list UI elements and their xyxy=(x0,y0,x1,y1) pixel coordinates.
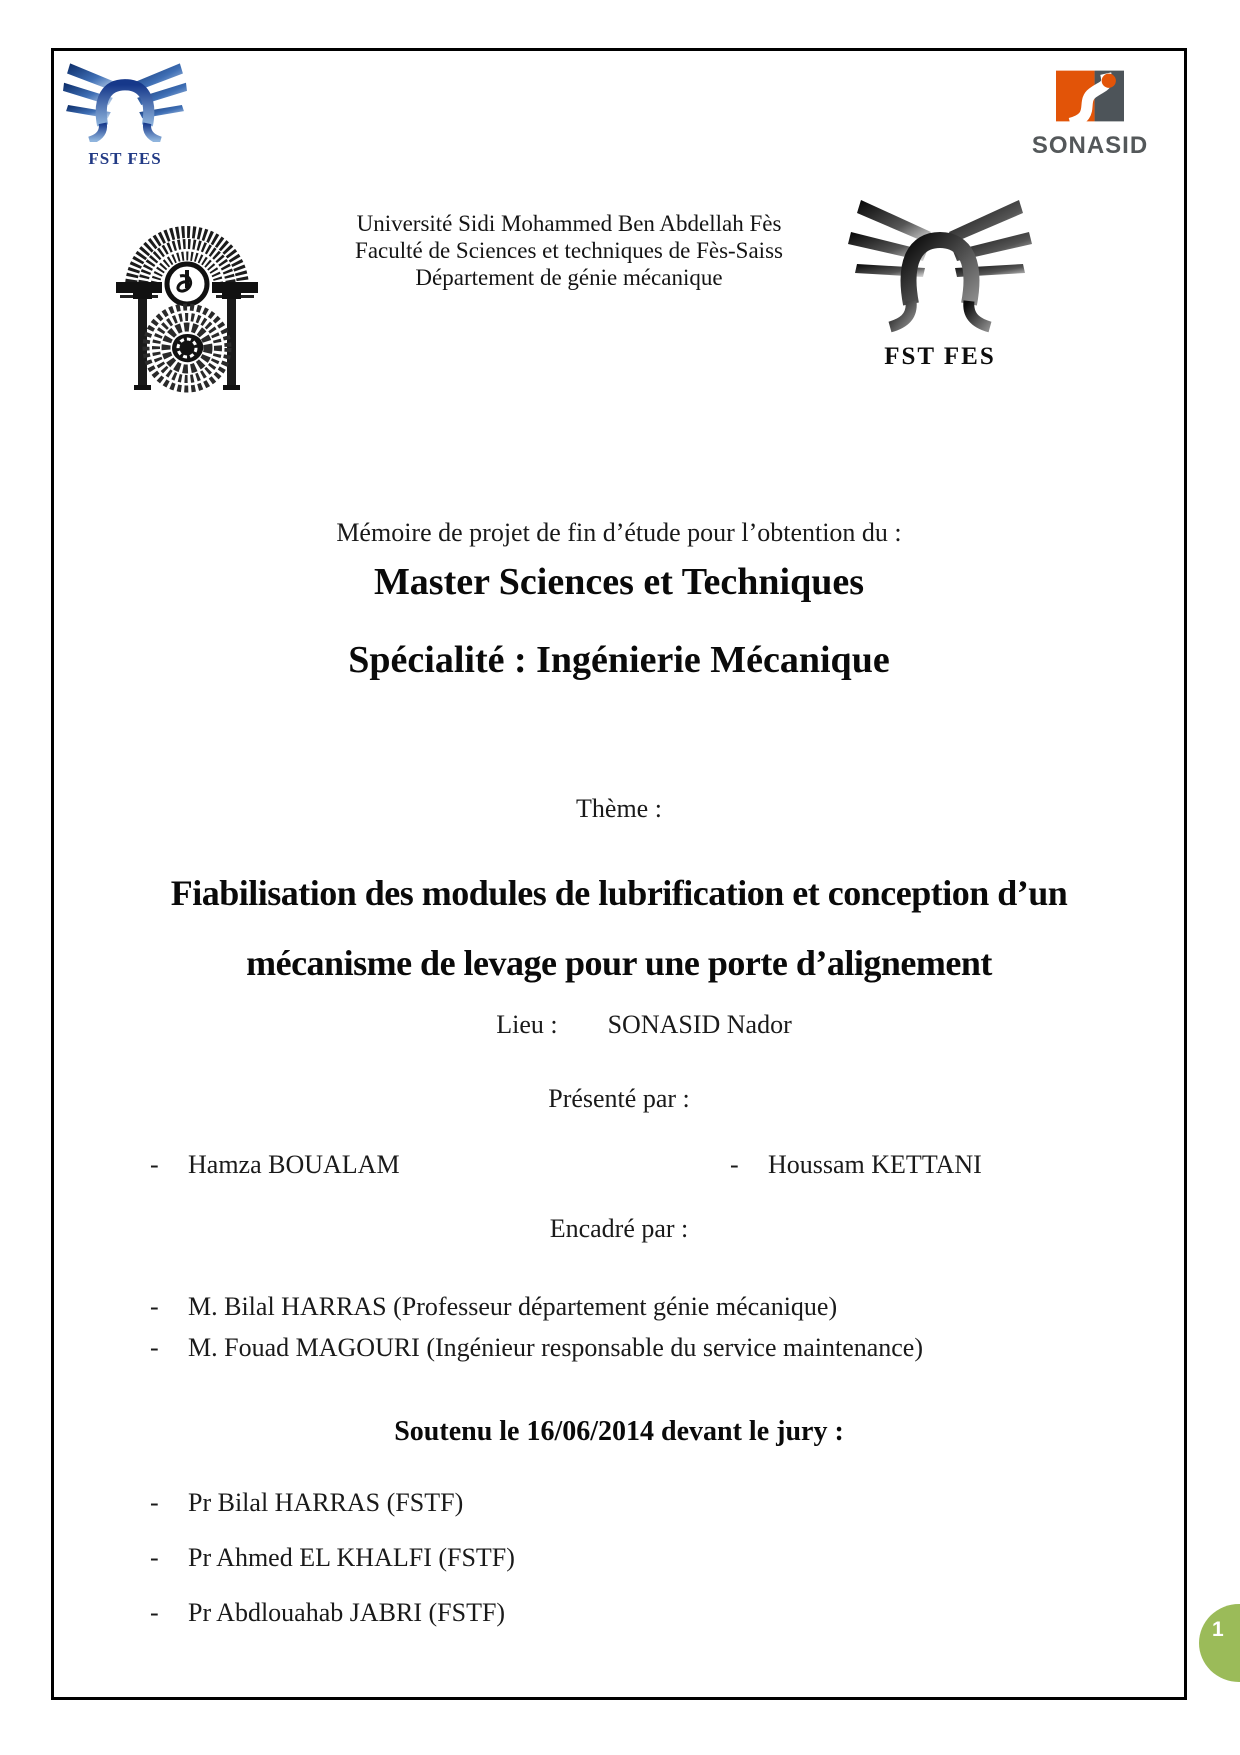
sonasid-logo-label: SONASID xyxy=(1031,132,1149,159)
supervised-by-label: Encadré par : xyxy=(549,1214,689,1243)
author-name: Houssam KETTANI xyxy=(768,1150,982,1179)
theme-label: Thème : xyxy=(576,794,662,823)
supervisor-item xyxy=(150,1286,1187,1327)
thesis-title xyxy=(51,858,1187,998)
bullet-dash: - xyxy=(150,1488,159,1517)
fst-fes-black-logo-label: FST FES xyxy=(884,343,996,370)
cover-content xyxy=(51,0,1187,1755)
jury-member xyxy=(150,1488,1187,1543)
defense-heading: Soutenu le 16/06/2014 devant le jury : xyxy=(394,1416,844,1447)
degree-specialty: Spécialité : Ingénierie Mécanique xyxy=(348,639,890,681)
author-name: Hamza BOUALAM xyxy=(188,1150,400,1179)
university-name: Université Sidi Mohammed Ben Abdellah Fès xyxy=(356,211,782,236)
bullet-dash: - xyxy=(730,1150,739,1179)
bullet-dash: - xyxy=(150,1543,159,1572)
supervisors-list xyxy=(51,1286,1187,1368)
faculty-name: Faculté de Sciences et techniques de Fès-Saiss xyxy=(355,238,783,263)
bullet-dash: - xyxy=(150,1598,159,1627)
location-value: SONASID Nador xyxy=(607,1010,792,1039)
supervisor-name: M. Fouad MAGOURI (Ingénieur responsable du service maintenance) xyxy=(188,1333,924,1362)
bullet-dash: - xyxy=(150,1333,159,1362)
fst-fes-blue-logo-label: FST FES xyxy=(88,149,162,168)
jury-member-name: Pr Abdlouahab JABRI (FSTF) xyxy=(188,1598,506,1627)
supervisor-name: M. Bilal HARRAS (Professeur département génie mécanique) xyxy=(188,1292,838,1321)
bullet-dash: - xyxy=(150,1292,159,1321)
thesis-title-line1: Fiabilisation des modules de lubrification et conception d’un xyxy=(170,873,1068,913)
page-number-badge xyxy=(1199,1604,1240,1682)
presented-by-label: Présenté par : xyxy=(548,1084,690,1113)
jury-member xyxy=(150,1598,1187,1653)
jury-member xyxy=(150,1543,1187,1598)
author-item xyxy=(730,1150,982,1180)
jury-member-name: Pr Ahmed EL KHALFI (FSTF) xyxy=(188,1543,515,1572)
location-line xyxy=(76,1010,1212,1040)
memoire-intro: Mémoire de projet de fin d’étude pour l’obtention du : xyxy=(336,518,902,547)
degree-title: Master Sciences et Techniques xyxy=(373,561,865,603)
author-item xyxy=(150,1150,400,1180)
location-label: Lieu : xyxy=(496,1010,558,1039)
supervisor-item xyxy=(150,1327,1187,1368)
jury-list xyxy=(51,1488,1187,1653)
thesis-title-line2: mécanisme de levage pour une porte d’alignement xyxy=(246,943,992,983)
bullet-dash: - xyxy=(150,1150,159,1179)
page-number: 1 xyxy=(1212,1618,1224,1641)
jury-member-name: Pr Bilal HARRAS (FSTF) xyxy=(188,1488,464,1517)
department-name: Département de génie mécanique xyxy=(415,265,723,290)
